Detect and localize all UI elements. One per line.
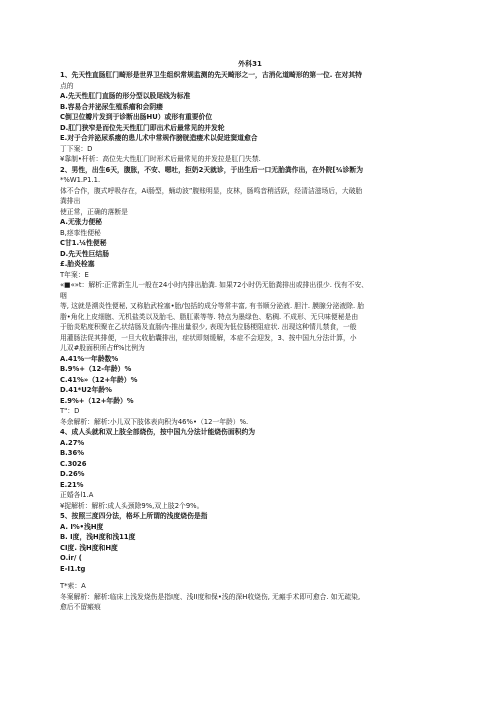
text-line: 脂•角化上皮细胞、无机盐类以及胎毛、脂肛素等等. 特点为墨绿色、粘稠. 不成形、无只味便秘是由 xyxy=(60,312,359,321)
text-line: 儿双#股面积所占ff%比例为 xyxy=(60,344,145,352)
text-line: C.3026 xyxy=(60,459,87,468)
text-line: ¥捉解析：解析:成人头颈除9%,双上肢2个9%。 xyxy=(60,501,204,510)
text-line: «■«»t：解析:正常新生儿一般在24小时内排出胎粪. 如果72小时仍无胎粪排出或排出很少. 伐有不安、 xyxy=(60,281,369,289)
text-line: 1、先天性直肠肛门畸形是世界卫生组织常规监测的先天畸形之一，古消化道畸形的第一位. 在对其特 xyxy=(60,71,362,79)
text-line: CI度. 浅H度和H度 xyxy=(60,543,118,552)
text-line: 于胎炎粘度积聚在乙状结肠及直肠内-推出量很少, 表现为低位肠梗阻症状. 出现这种情儿禁食，一般 xyxy=(60,323,357,331)
text-line: A.41%一年龄数% xyxy=(60,354,119,363)
text-line: B.9%+（12-年龄）% xyxy=(60,365,132,373)
text-line: 粪排出 xyxy=(60,197,81,205)
text-line: 点的 xyxy=(60,81,74,90)
text-line: E.对于合并泌尿系瘘的患儿术中常规作膀胱造瘘术以促进窦道愈合 xyxy=(60,134,258,142)
text-line: E.21% xyxy=(60,480,84,489)
text-line: £.胎炎栓塞 xyxy=(60,260,95,268)
page-title: 外科31 xyxy=(238,60,262,68)
text-line: E.9%+（12+年龄）% xyxy=(60,396,134,405)
text-line: B,痉挛性便秘 xyxy=(60,228,101,237)
text-line: 用灌肠法促其排便，一旦大收胎囊排出，症状即刻缓解，本症不会迎发，3、按中国九分法计算，小 xyxy=(60,333,357,342)
text-line: 体不合作，腹式呼吸存在，Ai肠型，蛹动波”腹账明显，皮林，肠鸣音稍活跃，经清洁滋场后，大破胎 xyxy=(60,186,363,195)
text-line: 2、男性，出生6天，腹胀，不安、嗯吐，拒奶2天就诊，于出生后一口无胎粪作出，在外院[¾诊断为 xyxy=(60,165,364,174)
text-line: E-I1.tg xyxy=(60,564,86,573)
text-line: 冬余解析：解析:小儿双下肢体表向积为46%•（12一年龄）%. xyxy=(60,417,249,426)
text-line: ¥靠制•杆析：高位先大性肛门时形术后最常见的并发拉是肛门失禁. xyxy=(60,155,261,163)
text-line: 正婚各l1.A xyxy=(60,491,94,499)
text-line xyxy=(60,574,440,581)
text-line: A.先天性肛门直肠的形分型以股尾线为标准 xyxy=(60,92,191,100)
text-line: B.容易合并泌尿生殖系瘤和会阴瘘 xyxy=(60,102,163,111)
text-line: T"：D xyxy=(60,407,80,415)
text-line: A.无张力便秘 xyxy=(60,218,102,226)
text-line: T年案：E xyxy=(60,270,89,279)
document-body xyxy=(60,70,440,613)
text-line: 4、成人头就和双上肢全部烧伤，按中国九分法计能烧伤面积约为 xyxy=(60,428,256,436)
text-line: D.41*U2年龄% xyxy=(60,386,112,394)
text-line: D.肛门狭窄是而位先天性肛门即出术后最常见的并发轮 xyxy=(60,123,225,132)
text-line: 使正常，正确的落断是 xyxy=(60,207,128,216)
text-line: C.41%»（12+年龄）% xyxy=(60,375,138,384)
text-line: 冬案解析：解析:临床上浅发烧伤是指I度、浅II度和保•浅的深H收烧伤, 无瘢手术即可愈合. 如无疏染, xyxy=(60,592,361,601)
text-line: C甘1.¼性便秘 xyxy=(60,239,107,247)
text-line: 等, 这就是溯炎性便秘, 又称胎武栓塞•胎/包括的成分等常丰富, 有书顺分泌液. 胆汁. 膜腺分泌液除. 胎 xyxy=(60,302,365,310)
text-line: B. I度，浅H度和浅11度 xyxy=(60,533,136,541)
text-line: O.ir/ ( xyxy=(60,554,82,562)
text-line: 丁下案：D xyxy=(60,144,93,153)
text-line: 5、按照三度四分法，格坏上所谓的浅度烧伤是指 xyxy=(60,512,208,520)
text-line: A.27% xyxy=(60,438,85,447)
text-line: 愈后不留瘢痕 xyxy=(60,603,101,611)
text-line: D.26% xyxy=(60,470,85,478)
text-line: A. I%•浅H度 xyxy=(60,522,104,531)
text-line: *%W1.P1.1. xyxy=(60,176,101,184)
text-line: B.36% xyxy=(60,449,85,457)
text-line: D.先天性巨结肠 xyxy=(60,249,110,258)
text-line: 咽 xyxy=(60,291,67,300)
text-line: T*索：A xyxy=(60,582,86,590)
text-line: C倒卫位瓣片发到于诊断出肠HU）或形有重要价位 xyxy=(60,113,213,121)
